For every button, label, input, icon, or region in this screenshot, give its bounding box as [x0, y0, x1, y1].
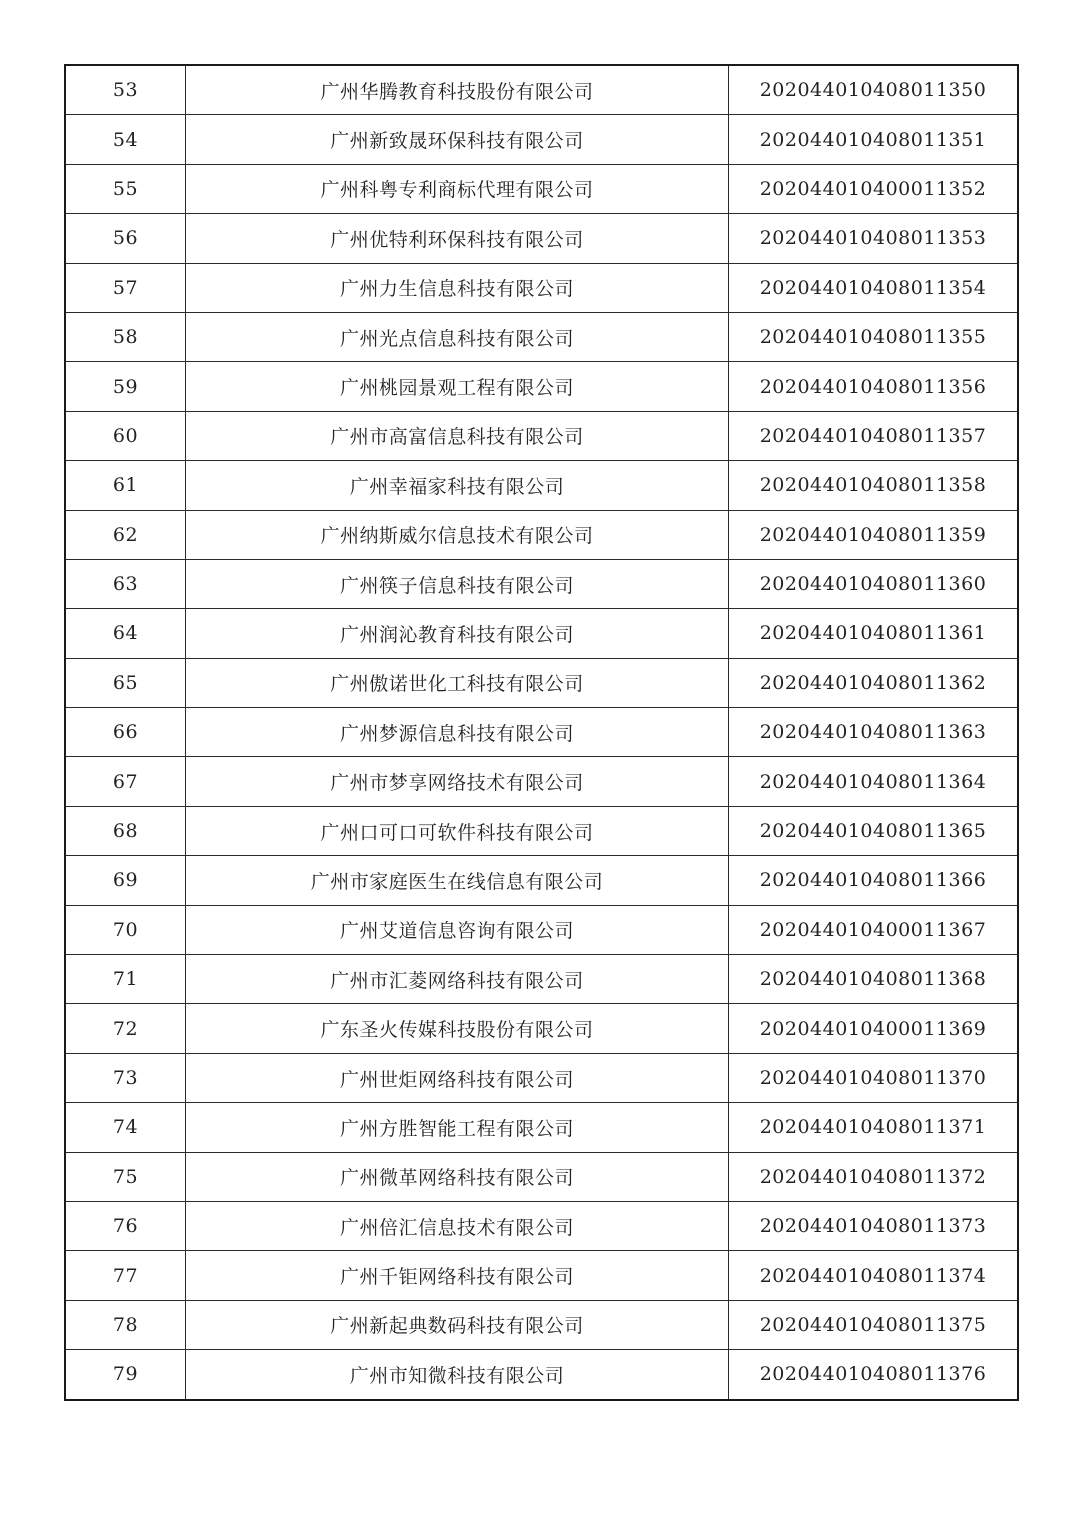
table-row [65, 1251, 1018, 1300]
table-row [65, 214, 1018, 263]
registration-code-cell: 202044010408011362 [729, 658, 1019, 707]
registration-code-cell: 202044010408011351 [729, 115, 1019, 164]
row-number-cell: 78 [65, 1300, 186, 1349]
company-name-cell: 广州梦源信息科技有限公司 [186, 708, 729, 757]
row-number-cell: 77 [65, 1251, 186, 1300]
registration-code-cell: 202044010408011373 [729, 1201, 1019, 1250]
table-row [65, 806, 1018, 855]
company-name-cell: 广州千钜网络科技有限公司 [186, 1251, 729, 1300]
table-row [65, 115, 1018, 164]
company-name-cell: 广州市汇菱网络科技有限公司 [186, 955, 729, 1004]
table-row [65, 1350, 1018, 1400]
row-number-cell: 73 [65, 1053, 186, 1102]
row-number-cell: 55 [65, 164, 186, 213]
table-body [65, 65, 1018, 1400]
company-name-cell: 广州新致晟环保科技有限公司 [186, 115, 729, 164]
registration-code-cell: 202044010408011359 [729, 510, 1019, 559]
table-row [65, 1201, 1018, 1250]
row-number-cell: 53 [65, 65, 186, 115]
registration-code-cell: 202044010408011370 [729, 1053, 1019, 1102]
company-name-cell: 广州优特利环保科技有限公司 [186, 214, 729, 263]
row-number-cell: 59 [65, 362, 186, 411]
registration-code-cell: 202044010400011369 [729, 1004, 1019, 1053]
registration-code-cell: 202044010408011375 [729, 1300, 1019, 1349]
company-name-cell: 广州幸福家科技有限公司 [186, 461, 729, 510]
row-number-cell: 66 [65, 708, 186, 757]
table-row [65, 263, 1018, 312]
company-name-cell: 广州市高富信息科技有限公司 [186, 411, 729, 460]
row-number-cell: 57 [65, 263, 186, 312]
registration-code-cell: 202044010408011356 [729, 362, 1019, 411]
table-row [65, 1053, 1018, 1102]
row-number-cell: 79 [65, 1350, 186, 1400]
table-row [65, 609, 1018, 658]
registration-code-cell: 202044010408011353 [729, 214, 1019, 263]
registration-code-cell: 202044010408011372 [729, 1152, 1019, 1201]
row-number-cell: 68 [65, 806, 186, 855]
company-name-cell: 广州润沁教育科技有限公司 [186, 609, 729, 658]
company-name-cell: 广州世炬网络科技有限公司 [186, 1053, 729, 1102]
company-name-cell: 广州桃园景观工程有限公司 [186, 362, 729, 411]
table-row [65, 65, 1018, 115]
row-number-cell: 75 [65, 1152, 186, 1201]
table-row [65, 1152, 1018, 1201]
row-number-cell: 63 [65, 559, 186, 608]
registration-code-cell: 202044010408011376 [729, 1350, 1019, 1400]
table-row [65, 362, 1018, 411]
row-number-cell: 69 [65, 856, 186, 905]
table-row [65, 411, 1018, 460]
registration-code-cell: 202044010408011357 [729, 411, 1019, 460]
company-name-cell: 广州微革网络科技有限公司 [186, 1152, 729, 1201]
table-row [65, 955, 1018, 1004]
registration-code-cell: 202044010408011363 [729, 708, 1019, 757]
table-row [65, 856, 1018, 905]
company-name-cell: 广州筷子信息科技有限公司 [186, 559, 729, 608]
row-number-cell: 65 [65, 658, 186, 707]
row-number-cell: 76 [65, 1201, 186, 1250]
table-row [65, 757, 1018, 806]
row-number-cell: 74 [65, 1103, 186, 1152]
company-name-cell: 广州力生信息科技有限公司 [186, 263, 729, 312]
row-number-cell: 56 [65, 214, 186, 263]
company-name-cell: 广州市知微科技有限公司 [186, 1350, 729, 1400]
row-number-cell: 67 [65, 757, 186, 806]
row-number-cell: 71 [65, 955, 186, 1004]
table-row [65, 1103, 1018, 1152]
table-row [65, 905, 1018, 954]
row-number-cell: 72 [65, 1004, 186, 1053]
table-row [65, 658, 1018, 707]
company-name-cell: 广州光点信息科技有限公司 [186, 312, 729, 361]
registration-code-cell: 202044010408011374 [729, 1251, 1019, 1300]
company-list-table [64, 64, 1019, 1401]
registration-code-cell: 202044010408011368 [729, 955, 1019, 1004]
company-name-cell: 广州市梦享网络技术有限公司 [186, 757, 729, 806]
registration-code-cell: 202044010408011355 [729, 312, 1019, 361]
registration-code-cell: 202044010408011364 [729, 757, 1019, 806]
registration-code-cell: 202044010400011352 [729, 164, 1019, 213]
registration-code-cell: 202044010408011371 [729, 1103, 1019, 1152]
row-number-cell: 58 [65, 312, 186, 361]
row-number-cell: 60 [65, 411, 186, 460]
table-row [65, 1004, 1018, 1053]
registration-code-cell: 202044010408011360 [729, 559, 1019, 608]
registration-code-cell: 202044010408011354 [729, 263, 1019, 312]
registration-code-cell: 202044010408011361 [729, 609, 1019, 658]
row-number-cell: 61 [65, 461, 186, 510]
table-row [65, 1300, 1018, 1349]
company-name-cell: 广州艾道信息咨询有限公司 [186, 905, 729, 954]
company-name-cell: 广州傲诺世化工科技有限公司 [186, 658, 729, 707]
table-row [65, 461, 1018, 510]
row-number-cell: 64 [65, 609, 186, 658]
company-name-cell: 广州纳斯威尔信息技术有限公司 [186, 510, 729, 559]
company-name-cell: 广州方胜智能工程有限公司 [186, 1103, 729, 1152]
company-name-cell: 广东圣火传媒科技股份有限公司 [186, 1004, 729, 1053]
row-number-cell: 62 [65, 510, 186, 559]
registration-code-cell: 202044010408011365 [729, 806, 1019, 855]
table-row [65, 708, 1018, 757]
row-number-cell: 54 [65, 115, 186, 164]
row-number-cell: 70 [65, 905, 186, 954]
registration-code-cell: 202044010408011366 [729, 856, 1019, 905]
company-name-cell: 广州倍汇信息技术有限公司 [186, 1201, 729, 1250]
registration-code-cell: 202044010408011358 [729, 461, 1019, 510]
registration-code-cell: 202044010408011350 [729, 65, 1019, 115]
table-row [65, 164, 1018, 213]
table-row [65, 559, 1018, 608]
company-name-cell: 广州市家庭医生在线信息有限公司 [186, 856, 729, 905]
company-name-cell: 广州华腾教育科技股份有限公司 [186, 65, 729, 115]
company-name-cell: 广州新起典数码科技有限公司 [186, 1300, 729, 1349]
company-name-cell: 广州口可口可软件科技有限公司 [186, 806, 729, 855]
table-row [65, 510, 1018, 559]
company-name-cell: 广州科粤专利商标代理有限公司 [186, 164, 729, 213]
registration-code-cell: 202044010400011367 [729, 905, 1019, 954]
table-row [65, 312, 1018, 361]
